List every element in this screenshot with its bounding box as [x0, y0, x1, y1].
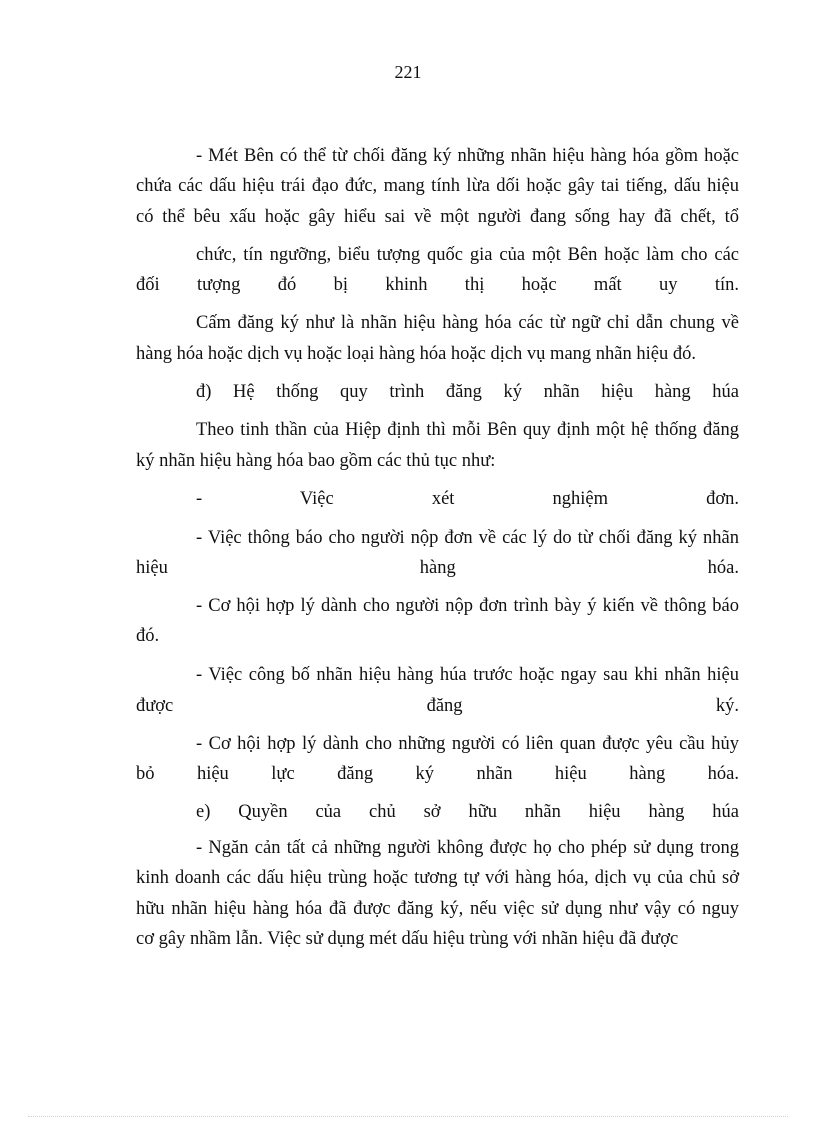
text-line: ký nhãn hiệu hàng hóa bao gồm các thủ tục như: — [136, 451, 496, 471]
text-line: chức, tín ngưỡng, biểu tượng quốc gia của một Bên hoặc làm cho các — [196, 245, 739, 265]
list-item: - Việc thông báo cho người nộp đơn về các lý do từ chối đăng ký nhãn — [196, 528, 739, 548]
text-line: có thể bêu xấu hoặc gây hiểu sai về một người đang sống hay đã chết, tổ — [136, 207, 739, 227]
list-item: - Cơ hội hợp lý dành cho những người có liên quan được yêu cầu hủy — [196, 734, 739, 754]
list-item: - Cơ hội hợp lý dành cho người nộp đơn trình bày ý kiến về thông báo — [196, 596, 739, 616]
text-line: hàng hóa hoặc dịch vụ hoặc loại hàng hóa hoặc dịch vụ mang nhãn hiệu đó. — [136, 344, 696, 364]
text-line: Theo tinh thần của Hiệp định thì mỗi Bên quy định một hệ thống đăng — [196, 420, 739, 440]
text-line: được đăng ký. — [136, 696, 739, 716]
text-line: đối tượng đó bị khinh thị hoặc mất uy tín. — [136, 275, 739, 295]
text-line: chứa các dấu hiệu trái đạo đức, mang tính lừa dối hoặc gây tai tiếng, dấu hiệu — [136, 176, 739, 196]
footer-divider — [28, 1116, 788, 1117]
text-line: Cấm đăng ký như là nhãn hiệu hàng hóa các từ ngữ chỉ dẫn chung về — [196, 313, 739, 333]
list-item: - Ngăn cản tất cả những người không được họ cho phép sử dụng trong — [196, 838, 739, 858]
text-line: bỏ hiệu lực đăng ký nhãn hiệu hàng hóa. — [136, 764, 739, 784]
list-item: - Việc xét nghiệm đơn. — [196, 489, 739, 509]
page-number: 221 — [394, 62, 422, 82]
section-heading: đ) Hệ thống quy trình đăng ký nhãn hiệu hàng húa — [196, 382, 739, 402]
list-item: - Việc công bố nhãn hiệu hàng húa trước hoặc ngay sau khi nhãn hiệu — [196, 665, 739, 685]
section-heading: e) Quyền của chủ sở hữu nhãn hiệu hàng húa — [196, 802, 739, 822]
text-line: hữu nhãn hiệu hàng hóa đã được đăng ký, nếu việc sử dụng như vậy có nguy — [136, 899, 739, 919]
text-line: đó. — [136, 626, 160, 646]
text-line: hiệu hàng hóa. — [136, 558, 739, 578]
text-line: cơ gây nhầm lẫn. Việc sử dụng mét dấu hiệu trùng với nhãn hiệu đã được — [136, 929, 679, 949]
text-line: kinh doanh các dấu hiệu trùng hoặc tương tự với hàng hóa, dịch vụ của chủ sở — [136, 868, 739, 888]
text-line: - Mét Bên có thể từ chối đăng ký những nhãn hiệu hàng hóa gồm hoặc — [196, 146, 739, 166]
